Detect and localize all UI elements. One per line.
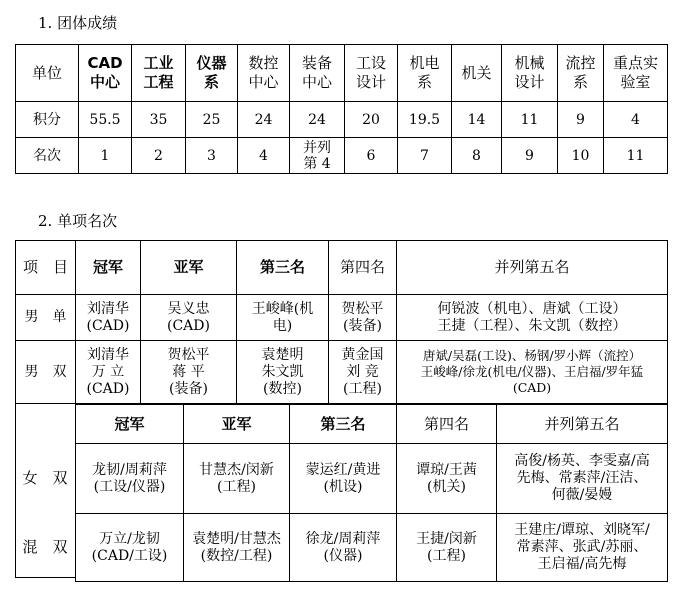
header-fourth: 第四名 xyxy=(397,405,497,444)
mens-header-row xyxy=(16,241,668,295)
rank-cell: 3 xyxy=(186,138,238,174)
result-cell: 黄金国 刘 竞 (工程) xyxy=(329,341,397,404)
team-header-row xyxy=(16,45,668,102)
rank-cell: 6 xyxy=(345,138,398,174)
unit-cell: 机电 系 xyxy=(398,45,452,102)
header-item: 项 目 xyxy=(16,241,76,295)
result-cell: 袁楚明 朱文凯 (数控) xyxy=(237,341,329,404)
result-cell: 甘慧杰/闵新 (工程) xyxy=(184,444,290,514)
result-cell: 王建庄/谭琼、刘晓军/ 常素萍、张武/苏丽、 王启福/高先梅 xyxy=(497,514,668,582)
unit-cell: 仪器 系 xyxy=(186,45,238,102)
unit-cell: 流控 系 xyxy=(558,45,604,102)
unit-cell: 机械 设计 xyxy=(502,45,558,102)
rank-cell: 2 xyxy=(132,138,186,174)
result-cell: 高俊/杨英、李雯嘉/高 先梅、常素萍/汪洁、 何薇/晏嫚 xyxy=(497,444,668,514)
header-third: 第三名 xyxy=(290,405,397,444)
section-2-title: 2. 单项名次 xyxy=(38,212,118,230)
result-cell: 贺松平 蒋 平 (装备) xyxy=(141,341,237,404)
result-cell: 龙韧/周莉萍 (工设/仪器) xyxy=(76,444,184,514)
score-label: 积分 xyxy=(16,102,79,138)
header-champion: 冠军 xyxy=(76,405,184,444)
header-fifth: 并列第五名 xyxy=(497,405,668,444)
header-runner-up: 亚军 xyxy=(141,241,237,295)
score-cell: 20 xyxy=(345,102,398,138)
unit-cell: 重点实 验室 xyxy=(604,45,668,102)
rank-cell: 8 xyxy=(452,138,502,174)
result-cell: 谭琼/王茜 (机关) xyxy=(397,444,497,514)
score-cell: 4 xyxy=(604,102,668,138)
unit-cell: 工业 工程 xyxy=(132,45,186,102)
header-runner-up: 亚军 xyxy=(184,405,290,444)
score-cell: 11 xyxy=(502,102,558,138)
rank-label: 名次 xyxy=(16,138,79,174)
result-cell: 袁楚明/甘慧杰 (数控/工程) xyxy=(184,514,290,582)
mens-events-table xyxy=(15,240,668,404)
result-cell: 何锐波（机电）、唐斌（工设） 王捷（工程）、朱文凯（数控） xyxy=(397,295,668,341)
rank-cell: 4 xyxy=(238,138,290,174)
rank-cell: 9 xyxy=(502,138,558,174)
result-cell: 王峻峰(机 电) xyxy=(237,295,329,341)
score-cell: 25 xyxy=(186,102,238,138)
event-label: 混 双 xyxy=(22,538,68,556)
result-cell: 蒙运红/黄进 (机设) xyxy=(290,444,397,514)
score-cell: 9 xyxy=(558,102,604,138)
rank-cell: 并列 第 4 xyxy=(290,138,345,174)
unit-cell: 机关 xyxy=(452,45,502,102)
section-1-title: 1. 团体成绩 xyxy=(38,14,118,32)
score-cell: 24 xyxy=(290,102,345,138)
womens-mixed-table xyxy=(75,404,668,582)
team-score-table xyxy=(15,44,668,174)
score-cell: 19.5 xyxy=(398,102,452,138)
team-rank-row xyxy=(16,138,668,174)
team-score-row xyxy=(16,102,668,138)
event-label: 女 双 xyxy=(22,469,68,487)
event-label: 男 双 xyxy=(16,341,76,404)
mens-singles-row xyxy=(16,295,668,341)
score-cell: 35 xyxy=(132,102,186,138)
mens-doubles-row xyxy=(16,341,668,404)
header-champion: 冠军 xyxy=(76,241,141,295)
unit-cell: CAD 中心 xyxy=(79,45,132,102)
header-fourth: 第四名 xyxy=(329,241,397,295)
wm-header-row xyxy=(76,405,668,444)
score-cell: 24 xyxy=(238,102,290,138)
unit-cell: 数控 中心 xyxy=(238,45,290,102)
rank-cell: 7 xyxy=(398,138,452,174)
header-third: 第三名 xyxy=(237,241,329,295)
header-label: 单位 xyxy=(16,45,79,102)
womens-doubles-row xyxy=(76,444,668,514)
event-label: 男 单 xyxy=(16,295,76,341)
rank-cell: 10 xyxy=(558,138,604,174)
rank-cell: 1 xyxy=(79,138,132,174)
result-cell: 刘清华 万 立 (CAD) xyxy=(76,341,141,404)
header-fifth: 并列第五名 xyxy=(397,241,668,295)
result-cell: 王捷/闵新 (工程) xyxy=(397,514,497,582)
result-cell: 刘清华 (CAD) xyxy=(76,295,141,341)
unit-cell: 装备 中心 xyxy=(290,45,345,102)
result-cell: 吴义忠 (CAD) xyxy=(141,295,237,341)
mixed-doubles-row xyxy=(76,514,668,582)
unit-cell: 工设 设计 xyxy=(345,45,398,102)
result-cell: 万立/龙韧 (CAD/工设) xyxy=(76,514,184,582)
rank-cell: 11 xyxy=(604,138,668,174)
result-cell: 唐斌/吴磊(工设)、杨钢/罗小辉（流控） 王峻峰/徐龙(机电/仪器)、王启福/罗年猛 (CAD) xyxy=(397,341,668,404)
result-cell: 徐龙/周莉萍 (仪器) xyxy=(290,514,397,582)
score-cell: 14 xyxy=(452,102,502,138)
score-cell: 55.5 xyxy=(79,102,132,138)
result-cell: 贺松平 (装备) xyxy=(329,295,397,341)
